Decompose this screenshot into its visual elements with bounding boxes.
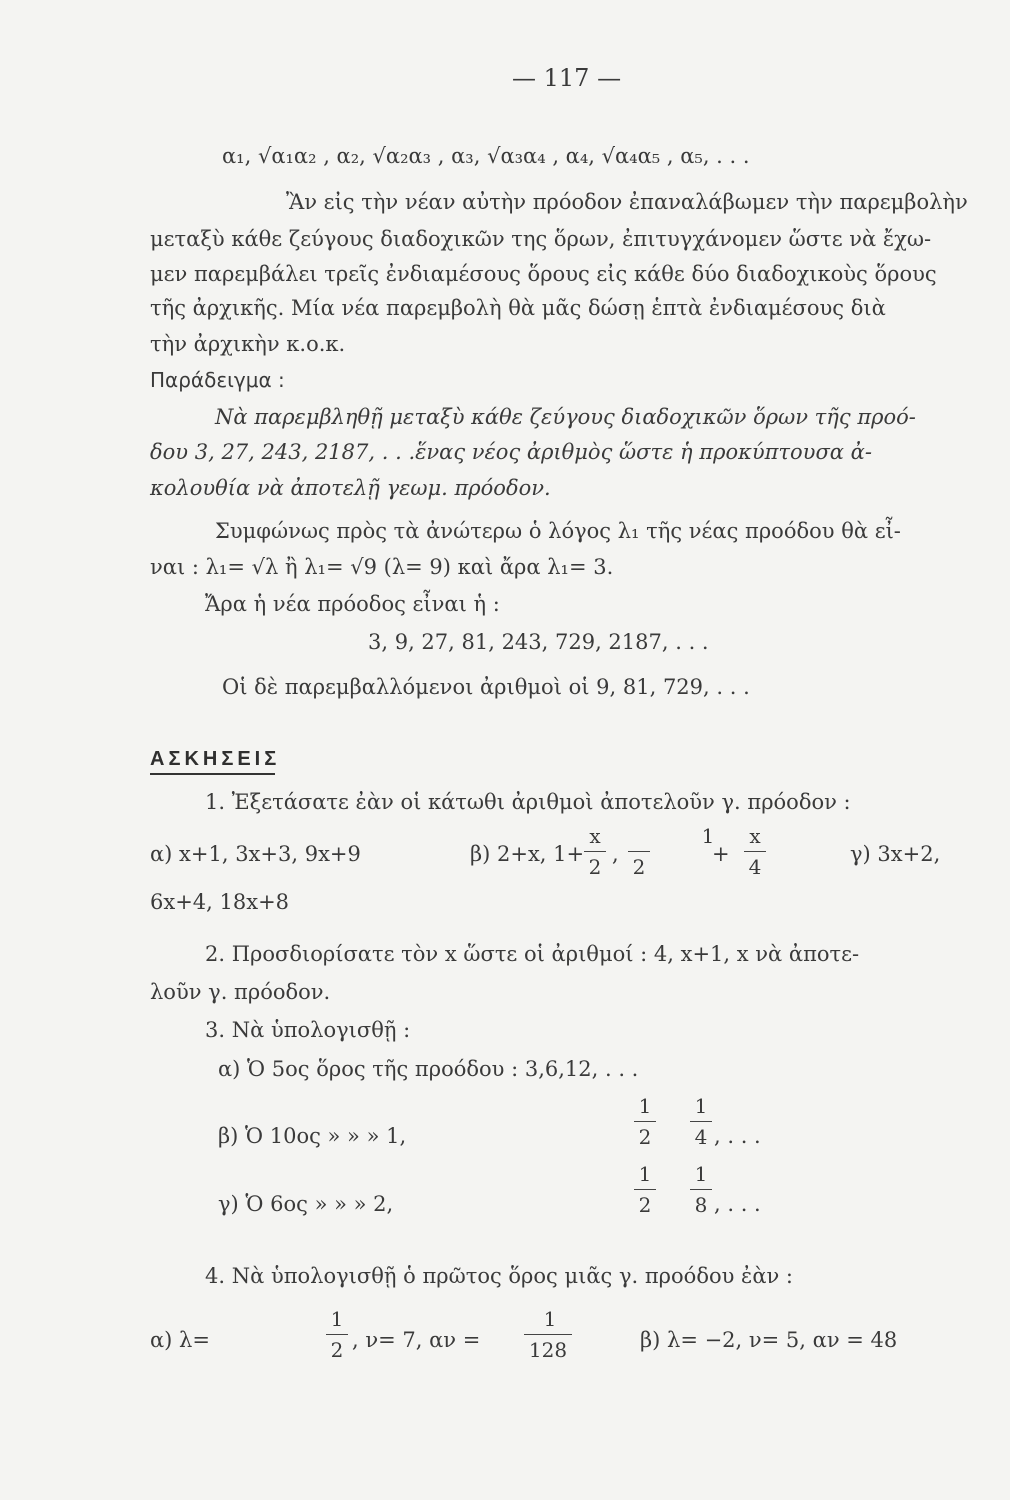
exercise-3-c-tail: , . . . [714, 1192, 761, 1216]
exercise-1-b-plus: + [712, 842, 730, 866]
exercise-2-line-1: 2. Προσδιορίσατε τὸν x ὥστε οἱ ἀριθμοί : 4, x+1, x νὰ ἀποτε- [205, 942, 860, 966]
paragraph-line-3: μεν παρεμβάλει τρεῖς ἐνδιαμέσους ὅρους εἰς κάθε δύο διαδοχικοὺς ὅρους [150, 262, 937, 286]
exercise-3-c-bar1 [634, 1189, 656, 1190]
paragraph-line-4: τῆς ἀρχικῆς. Μία νέα παρεμβολὴ θὰ μᾶς δώσῃ ἑπτὰ ἐνδιαμέσους διὰ [150, 296, 886, 320]
exercise-3-title: 3. Νὰ ὑπολογισθῇ : [205, 1018, 411, 1042]
exercise-3-c-bar2 [690, 1189, 712, 1190]
exercise-3-c-prefix: γ) Ὁ 6ος » » » 2, [218, 1192, 394, 1216]
exercise-1-c-cont: 6x+4, 18x+8 [150, 890, 290, 914]
exercise-1-b-frac1-bar [584, 851, 606, 852]
exercise-1-b-prefix: β) 2+x, 1+ [470, 842, 585, 866]
solution-line-5: Οἱ δὲ παρεμβαλλόμενοι ἀριθμοὶ οἱ 9, 81, 729, . . . [222, 675, 750, 699]
exercise-3-b-prefix: β) Ὁ 10ος » » » 1, [218, 1124, 407, 1148]
paragraph-line-2: μεταξὺ κάθε ζεύγους διαδοχικῶν της ὅρων, ἐπιτυγχάνομεν ὥστε νὰ ἔχω- [150, 227, 932, 251]
exercise-3-b-den1: 2 [638, 1125, 652, 1149]
exercise-1-title: 1. Ἐξετάσατε ἐὰν οἱ κάτωθι ἀριθμοὶ ἀποτελοῦν γ. πρόοδον : [205, 790, 851, 814]
exercise-1-b-frac3-den: 4 [748, 855, 762, 879]
exercises-underline [150, 773, 275, 775]
solution-progression: 3, 9, 27, 81, 243, 729, 2187, . . . [368, 630, 709, 654]
example-line-3: κολουθία νὰ ἀποτελῇ γεωμ. πρόοδον. [150, 476, 551, 500]
exercise-1-b-frac3-bar [744, 851, 766, 852]
exercise-3-c-num1: 1 [638, 1162, 652, 1186]
exercise-4-title: 4. Νὰ ὑπολογισθῇ ὁ πρῶτος ὅρος μιᾶς γ. προόδου ἐὰν : [205, 1264, 794, 1288]
exercise-4-a-mid: , ν= 7, αν = [352, 1328, 481, 1352]
exercise-4-a-num2: 1 [543, 1307, 557, 1331]
solution-line-3: Ἄρα ἡ νέα πρόοδος εἶναι ἡ : [205, 592, 500, 616]
exercise-1-b-frac2-num: 1 [701, 824, 715, 848]
exercise-1-b-frac1-num: x [589, 824, 601, 848]
exercise-1-c: γ) 3x+2, [850, 842, 941, 866]
exercise-4-a-bar [326, 1334, 348, 1335]
exercise-2-line-2: λοῦν γ. πρόοδον. [150, 980, 331, 1004]
exercise-3-c-den2: 8 [694, 1193, 708, 1217]
page-number: — 117 — [512, 64, 622, 92]
exercise-4-a-den2: 128 [528, 1338, 568, 1362]
solution-line-1: Συμφώνως πρὸς τὰ ἀνώτερω ὁ λόγος λ₁ τῆς νέας προόδου θὰ εἶ- [215, 519, 901, 543]
exercise-1-b-frac1-den: 2 [588, 855, 602, 879]
solution-line-2: ναι : λ₁= √λ ἢ λ₁= √9 (λ= 9) καὶ ἄρα λ₁= 3. [150, 555, 614, 579]
sequence-line: α₁, √α₁α₂ , α₂, √α₂α₃ , α₃, √α₃α₄ , α₄, √α₄α₅ , α₅, . . . [222, 144, 750, 168]
paragraph-line-1: Ἂν εἰς τὴν νέαν αὐτὴν πρόοδον ἐπαναλάβωμεν τὴν παρεμβολὴν [286, 190, 968, 214]
example-label: Παράδειγμα : [150, 368, 285, 392]
exercise-1-b-frac3-num: x [749, 824, 761, 848]
exercise-1-b-frac2-bar [628, 851, 650, 852]
paragraph-line-5: τὴν ἀρχικὴν κ.ο.κ. [150, 332, 346, 356]
exercise-4-a-bar2 [524, 1334, 572, 1335]
exercise-3-b-den2: 4 [694, 1125, 708, 1149]
exercise-3-b-bar2 [690, 1121, 712, 1122]
exercise-3-b-num1: 1 [638, 1094, 652, 1118]
exercise-4-b: β) λ= −2, ν= 5, αν = 48 [640, 1328, 898, 1352]
exercise-3-a: α) Ὁ 5ος ὅρος τῆς προόδου : 3,6,12, . . . [218, 1057, 639, 1081]
exercise-3-c-den1: 2 [638, 1193, 652, 1217]
exercises-heading [150, 748, 280, 771]
exercise-4-a-den: 2 [330, 1338, 344, 1362]
exercise-1-a: α) x+1, 3x+3, 9x+9 [150, 842, 361, 866]
exercise-4-a-prefix: α) λ= [150, 1328, 210, 1352]
exercise-1-b-frac2-den: 2 [632, 855, 646, 879]
exercises-heading-text: ΑΣΚΗΣΕΙΣ [150, 748, 281, 770]
exercise-1-b-sep: , [612, 842, 619, 866]
exercise-4-a-num: 1 [330, 1307, 344, 1331]
exercise-3-b-num2: 1 [694, 1094, 708, 1118]
exercise-3-b-tail: , . . . [714, 1124, 761, 1148]
example-line-2: δου 3, 27, 243, 2187, . . .ἕνας νέος ἀριθμὸς ὥστε ἡ προκύπτουσα ἀ- [150, 440, 872, 464]
exercise-3-c-num2: 1 [694, 1162, 708, 1186]
exercise-3-b-bar1 [634, 1121, 656, 1122]
example-line-1: Νὰ παρεμβληθῇ μεταξὺ κάθε ζεύγους διαδοχικῶν ὅρων τῆς προό- [215, 405, 916, 429]
